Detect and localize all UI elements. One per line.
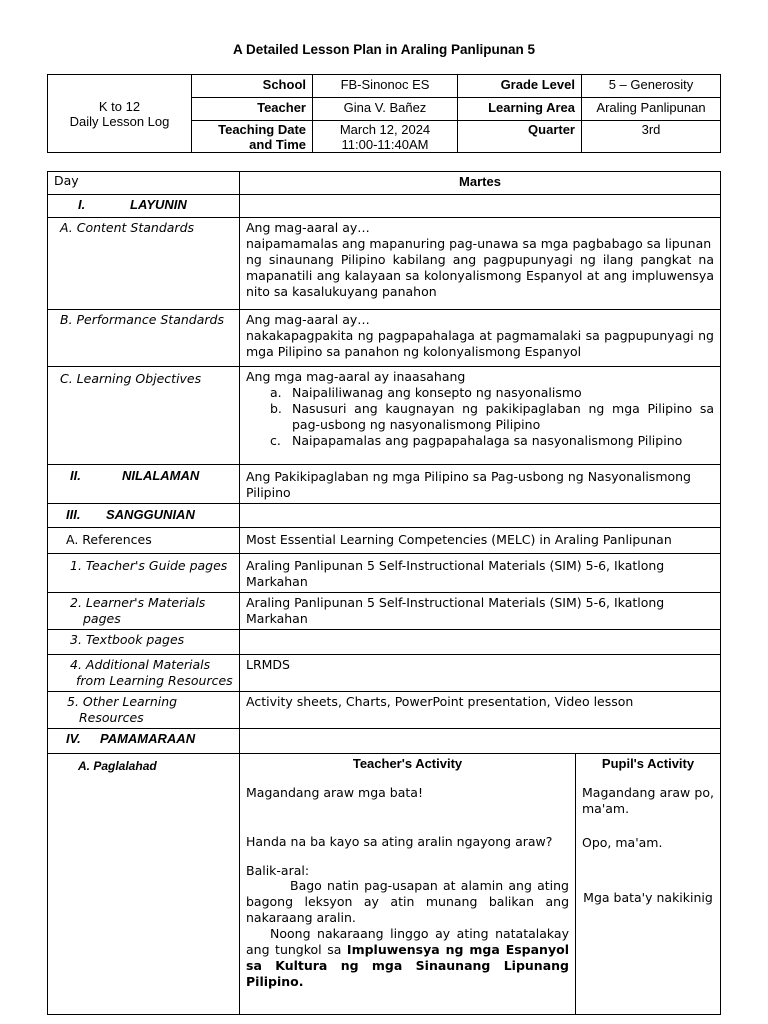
learners-materials-value: Araling Panlipunan 5 Self-Instructional Materials (SIM) 5-6, Ikatlong Markahan — [240, 593, 721, 630]
grade-value: 5 – Generosity — [582, 75, 721, 98]
objective-item — [270, 385, 714, 401]
pupil-ready-answer: Opo, ma'am. — [582, 835, 663, 850]
learners-materials-line2: pages — [83, 611, 121, 626]
section-sanggunian — [48, 504, 240, 528]
objectives-value — [240, 367, 721, 465]
teachers-guide-label: 1. Teacher's Guide pages — [48, 554, 240, 593]
pupil-greeting: Magandang araw po, ma'am. — [582, 785, 714, 816]
pupil-activity-heading: Pupil's Activity — [601, 756, 695, 771]
other-resources-label — [48, 692, 240, 729]
section-title: SANGGUNIAN — [106, 507, 195, 522]
teacher-label: Teacher — [192, 98, 313, 121]
references-value: Most Essential Learning Competencies (MELC) in Araling Panlipunan — [240, 528, 721, 554]
teacher-value: Gina V. Bañez — [313, 98, 458, 121]
school-value: FB-Sinonoc ES — [313, 75, 458, 98]
lesson-plan-table — [47, 171, 721, 1015]
content-std-value — [240, 218, 721, 310]
date-label — [192, 121, 313, 153]
perf-std-label: B. Performance Standards — [48, 310, 240, 367]
balik-aral-topic: Impluwensya ng mga Espanyol sa Kultura ng mga Sinaunang Lipunang Pilipino. — [246, 942, 569, 989]
textbook-value — [240, 630, 721, 655]
other-resources-line2: Resources — [79, 710, 144, 725]
balik-aral-paragraph1: Bago natin pag-usapan at alamin ang ating bagong leksyon ay atin munang balikan ang nakaraang aralin. — [246, 878, 569, 925]
objective-mark: a. — [270, 385, 282, 400]
teacher-activity-cell — [240, 754, 576, 1015]
area-value: Araling Panlipunan — [582, 98, 721, 121]
time-text: 11:00-11:40AM — [341, 137, 429, 152]
content-std-line: ng sinaunang Pilipino kabilang ang pagpupunyagi ng ilang pangkat na mapanatili ang kalayaan sa kolonyalismong Espanyol at ang impluwensya nito sa kasalukuyang panahon — [246, 252, 714, 299]
additional-materials-value: LRMDS — [240, 655, 721, 692]
objective-mark: c. — [270, 433, 281, 448]
school-label: School — [192, 75, 313, 98]
section-layunin — [48, 195, 240, 218]
objective-text: Naipapamalas ang pagpapahalaga sa nasyonalismong Pilipino — [292, 433, 683, 448]
content-std-line: naipamamalas ang mapanuring pag-unawa sa mga pagbabago sa lipunan — [246, 236, 712, 251]
content-std-line: Ang mag-aaral ay… — [246, 220, 370, 235]
balik-aral-text: Noong nakaraang linggo ay ating natatalakay ang tungkol sa — [246, 926, 569, 957]
quarter-label: Quarter — [458, 121, 582, 153]
balik-aral-paragraph2 — [246, 926, 569, 990]
content-value: Ang Pakikipaglaban ng mga Pilipino sa Pag-usbong ng Nasyonalismong Pilipino — [240, 465, 721, 504]
additional-materials-line2: from Learning Resources — [76, 673, 233, 688]
teachers-guide-value: Araling Panlipunan 5 Self-Instructional Materials (SIM) 5-6, Ikatlong Markahan — [240, 554, 721, 593]
objective-item — [270, 401, 714, 433]
objectives-label: C. Learning Objectives — [48, 367, 240, 465]
teacher-activity-heading: Teacher's Activity — [352, 756, 463, 771]
objectives-intro: Ang mga mag-aaral ay inaasahang — [246, 369, 466, 384]
date-value — [313, 121, 458, 153]
section-num: I. — [78, 197, 86, 212]
paglalahad-text: A. Paglalahad — [78, 759, 157, 773]
empty-cell — [240, 729, 721, 754]
references-label: A. References — [48, 528, 240, 554]
section-num: II. — [70, 468, 81, 483]
learners-materials-line1: 2. Learner's Materials — [70, 595, 206, 610]
section-title: LAYUNIN — [130, 197, 187, 212]
date-text: March 12, 2024 — [339, 122, 431, 137]
log-label-cell — [48, 75, 192, 153]
other-resources-value: Activity sheets, Charts, PowerPoint presentation, Video lesson — [240, 692, 721, 729]
quarter-value: 3rd — [582, 121, 721, 153]
section-title: PAMAMARAAN — [100, 731, 196, 746]
learners-materials-label — [48, 593, 240, 630]
teacher-ready-question: Handa na ba kayo sa ating aralin ngayong araw? — [246, 834, 553, 849]
additional-materials-line1: 4. Additional Materials — [70, 657, 211, 672]
paglalahad-label — [48, 754, 240, 1015]
section-num: III. — [66, 507, 81, 522]
content-std-label: A. Content Standards — [48, 218, 240, 310]
section-title: NILALAMAN — [122, 468, 200, 483]
area-label: Learning Area — [458, 98, 582, 121]
date-label-line1: Teaching Date — [218, 122, 306, 137]
document-title: A Detailed Lesson Plan in Araling Panlipunan 5 — [232, 42, 536, 57]
perf-std-line: Ang mag-aaral ay… — [246, 312, 370, 327]
section-pamamaraan — [48, 729, 240, 754]
balik-aral-label: Balik-aral: — [246, 863, 310, 878]
other-resources-line1: 5. Other Learning — [67, 694, 178, 709]
empty-cell — [240, 504, 721, 528]
perf-std-value — [240, 310, 721, 367]
log-label-line2: Daily Lesson Log — [69, 113, 170, 129]
objective-mark: b. — [270, 401, 282, 416]
grade-label: Grade Level — [458, 75, 582, 98]
section-nilalaman — [48, 465, 240, 504]
objective-text: Nasusuri ang kaugnayan ng pakikipaglaban ng mga Pilipino sa pag-usbong ng nasyonalismong Pilipino — [292, 401, 714, 432]
log-label-line1: K to 12 — [98, 98, 141, 114]
day-value: Martes — [240, 172, 721, 195]
additional-materials-label — [48, 655, 240, 692]
pupil-listening: Mga bata'y nakikinig — [583, 890, 713, 905]
empty-cell — [240, 195, 721, 218]
header-table — [47, 74, 721, 153]
date-label-line2: and Time — [249, 137, 306, 152]
textbook-label: 3. Textbook pages — [48, 630, 240, 655]
day-label: Day — [48, 172, 240, 195]
objective-item — [270, 433, 714, 449]
section-num: IV. — [66, 731, 81, 746]
objectives-list — [246, 385, 714, 449]
perf-std-line: nakakapagpakita ng pagpapahalaga at pagmamalaki sa pagpupunyagi ng mga Pilipino sa panahon ng kolonyalismong Espanyol — [246, 328, 714, 359]
objective-text: Naipaliliwanag ang konsepto ng nasyonalismo — [292, 385, 582, 400]
teacher-greeting: Magandang araw mga bata! — [246, 785, 423, 800]
pupil-activity-cell — [576, 754, 721, 1015]
